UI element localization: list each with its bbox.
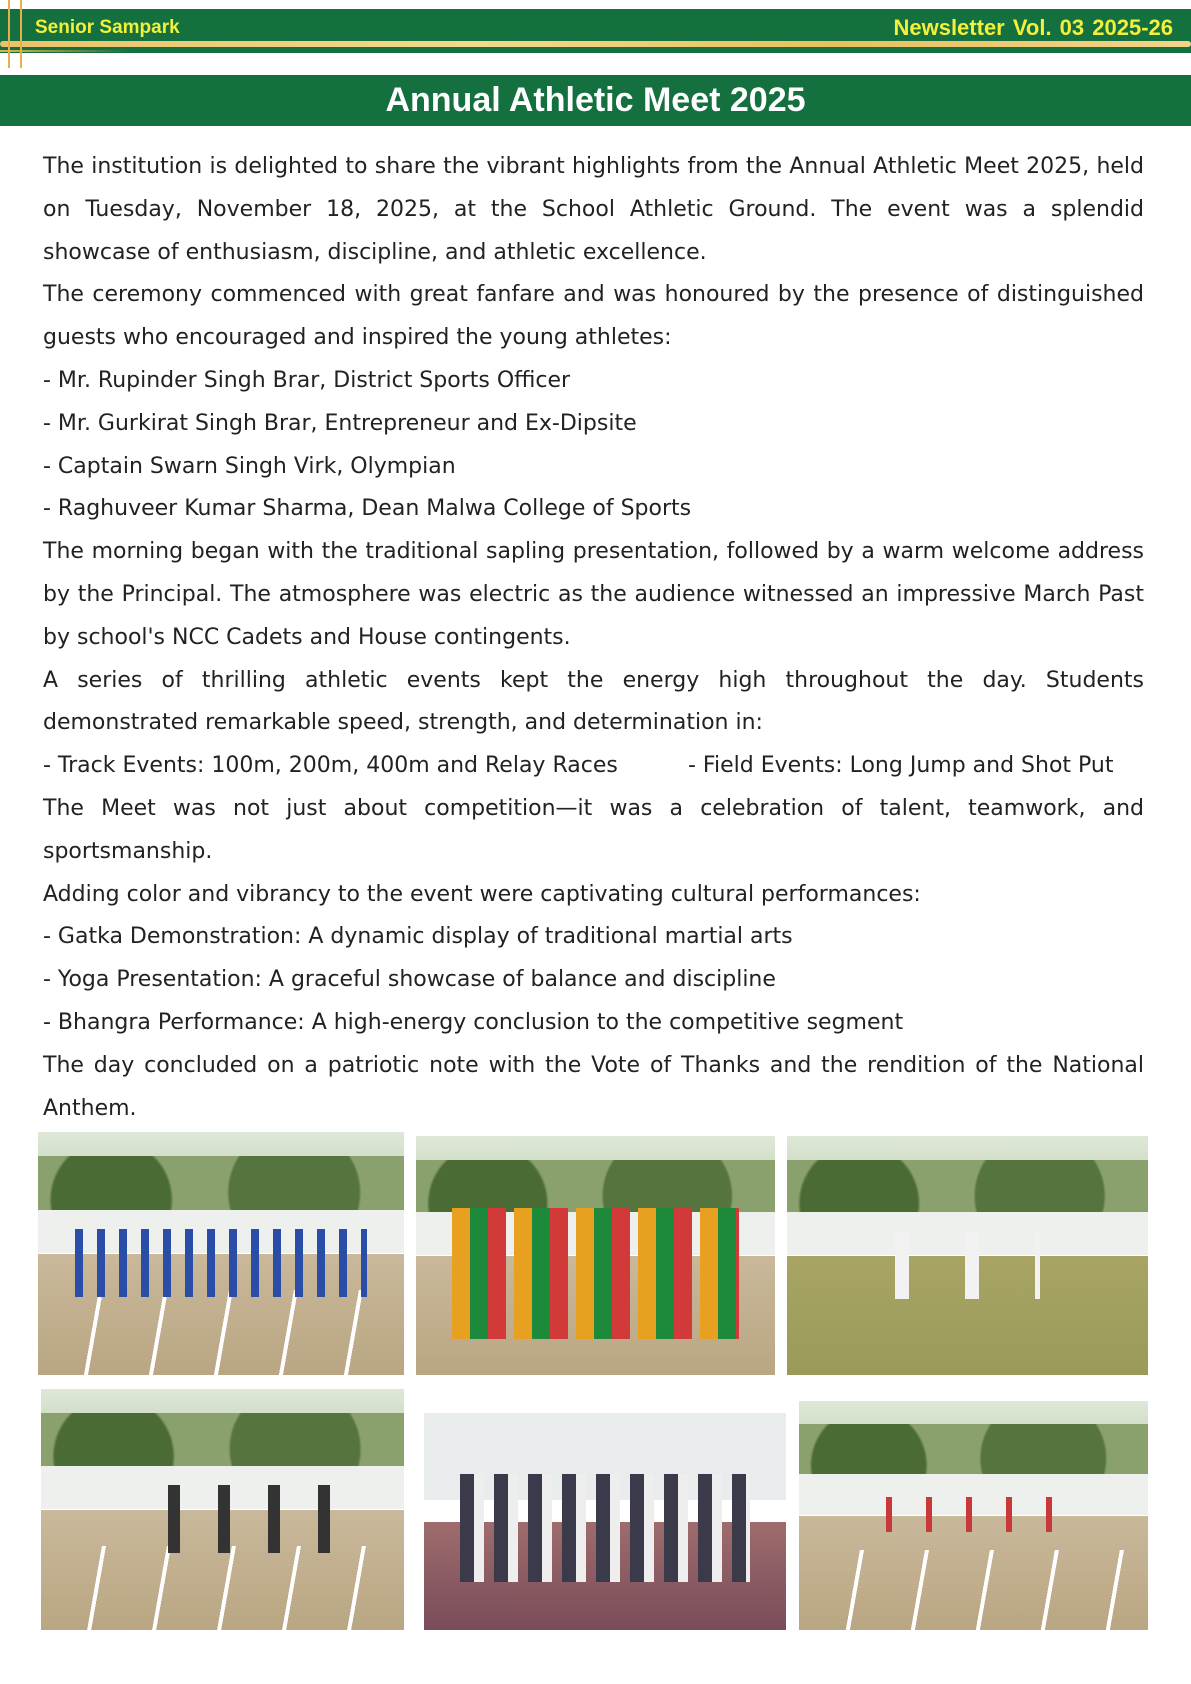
header-band [0, 9, 1191, 53]
paragraph: The Meet was not just about competition—it was a celebration of talent, teamwork, and sportsmanship. [43, 795, 1144, 864]
page-title: Annual Athletic Meet 2025 [0, 75, 1191, 126]
article-body [43, 146, 1144, 1130]
decorative-wave [0, 41, 1191, 47]
photo-podium [424, 1413, 786, 1630]
guest-item: - Raghuveer Kumar Sharma, Dean Malwa College of Sports [43, 496, 692, 522]
photo-gatka [787, 1136, 1148, 1375]
photo-bhangra [416, 1136, 775, 1375]
corner-ornament-line [0, 50, 130, 52]
events-line [43, 745, 1144, 788]
performance-item: - Yoga Presentation: A graceful showcase of balance and discipline [43, 967, 776, 993]
paragraph: The institution is delighted to share the vibrant highlights from the Annual Athletic Meet 2025, held on Tuesday, November 18, 2025, at the School Athletic Ground. The event was a splendid showcase of enthusiasm, discipline, and athletic excellence. [43, 154, 1144, 265]
paragraph: Adding color and vibrancy to the event were captivating cultural performances: [43, 881, 921, 907]
guest-item: - Mr. Rupinder Singh Brar, District Sports Officer [43, 367, 571, 393]
guest-item: - Mr. Gurkirat Singh Brar, Entrepreneur and Ex-Dipsite [43, 410, 637, 436]
performance-item: - Bhangra Performance: A high-energy conclusion to the competitive segment [43, 1009, 904, 1035]
photo-march-past [38, 1132, 404, 1375]
track-events: - Track Events: 100m, 200m, 400m and Relay Races [43, 753, 618, 779]
publication-name: Senior Sampark [35, 17, 180, 38]
paragraph: The ceremony commenced with great fanfare and was honoured by the presence of distinguished guests who encouraged and inspired the young athletes: [43, 282, 1144, 351]
photo-relay-race [799, 1401, 1148, 1630]
paragraph: The day concluded on a patriotic note with the Vote of Thanks and the rendition of the National Anthem. [43, 1052, 1144, 1121]
corner-ornament [8, 0, 22, 68]
field-events: - Field Events: Long Jump and Shot Put [688, 753, 1114, 779]
issue-label: Newsletter Vol. 03 2025-26 [893, 15, 1173, 40]
paragraph: A series of thrilling athletic events kept the energy high throughout the day. Students demonstrated remarkable speed, strength, and determination in: [43, 667, 1144, 736]
performance-item: - Gatka Demonstration: A dynamic display of traditional martial arts [43, 924, 793, 950]
guest-item: - Captain Swarn Singh Virk, Olympian [43, 453, 456, 479]
paragraph: The morning began with the traditional sapling presentation, followed by a warm welcome address by the Principal. The atmosphere was electric as the audience witnessed an impressive March Past by school's NCC Cadets and House contingents. [43, 539, 1144, 650]
photo-shot-put [41, 1389, 404, 1630]
